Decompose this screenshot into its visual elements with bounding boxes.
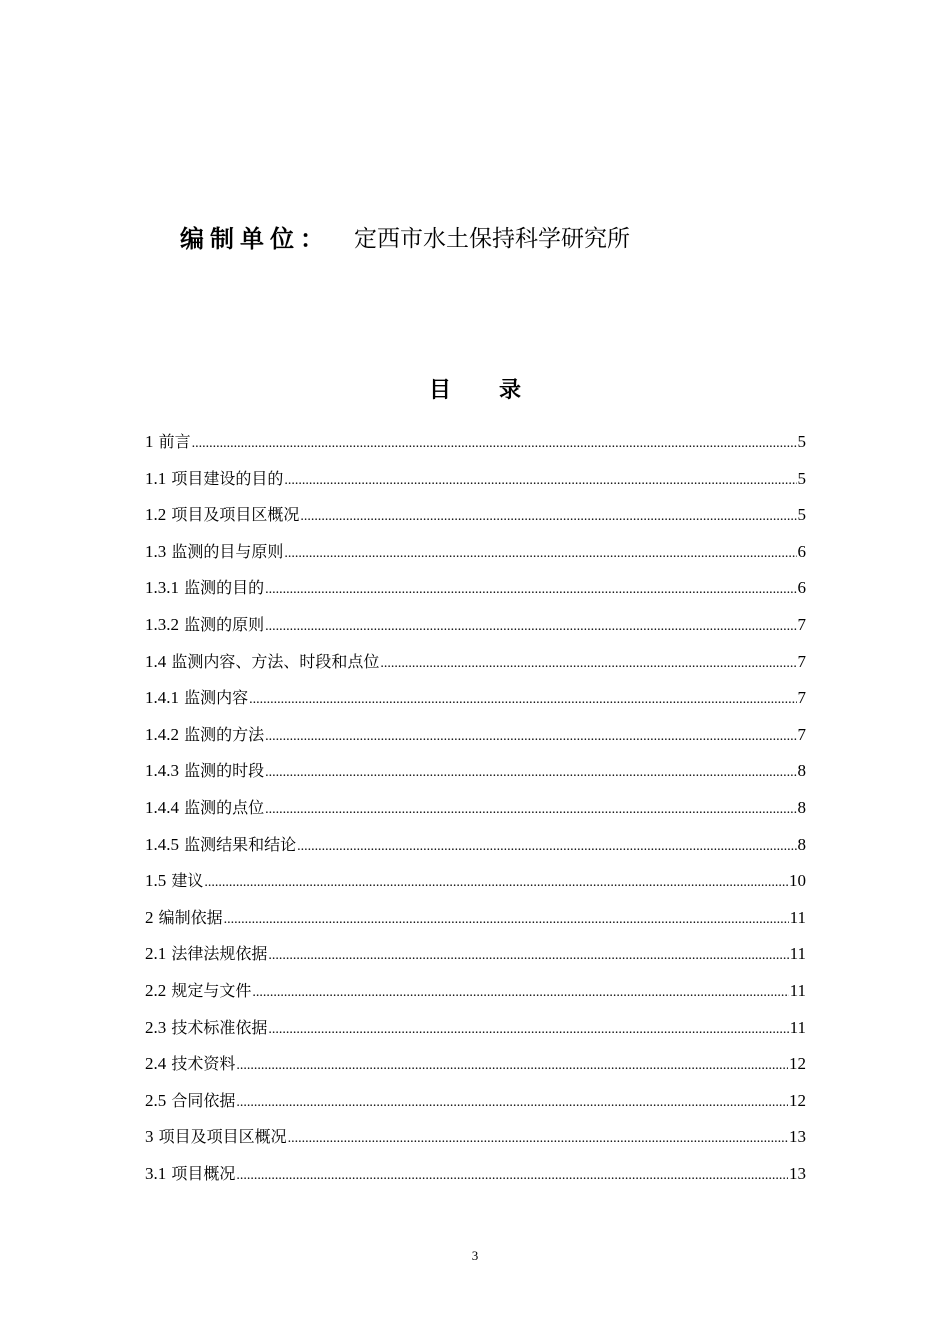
toc-entry-number: 1.4.5 [145, 834, 179, 854]
toc-entry-number: 3 [145, 1127, 154, 1147]
toc-entry-number: 1.5 [145, 871, 167, 891]
page-number: 3 [471, 1248, 479, 1263]
toc-entry[interactable] [145, 680, 806, 717]
toc-dot-leader [252, 975, 788, 1012]
toc-entry-label [145, 1156, 235, 1193]
toc-entry[interactable] [145, 644, 806, 681]
toc-entry-page: 11 [789, 1017, 806, 1037]
toc-entry-page: 11 [789, 944, 806, 964]
toc-entry-text: 监测的时段 [184, 761, 265, 781]
toc-entry-text: 监测内容、方法、时段和点位 [171, 651, 380, 671]
toc-entry[interactable] [145, 717, 806, 754]
toc-entry-label [145, 863, 203, 900]
toc-entry[interactable] [145, 1119, 806, 1156]
toc-title-left: 目 [428, 378, 451, 403]
toc-entry-number: 1.4.3 [145, 761, 179, 781]
toc-entry-page: 13 [789, 1127, 806, 1147]
toc-entry-number: 2 [145, 907, 154, 927]
toc-entry-number: 1.4 [145, 651, 167, 671]
toc-entry-page: 13 [789, 1163, 806, 1183]
toc-entry-page: 12 [789, 1054, 806, 1074]
toc-entry-text: 监测结果和结论 [184, 834, 297, 854]
toc-entry-label [145, 1046, 235, 1083]
toc-entry-text: 监测的目与原则 [171, 541, 284, 561]
toc-entry-page: 8 [797, 834, 806, 854]
toc-entry[interactable] [145, 827, 806, 864]
toc-list [145, 424, 806, 1192]
toc-entry-page: 11 [789, 907, 806, 927]
toc-dot-leader [284, 463, 796, 500]
toc-entry-text: 项目及项目区概况 [171, 505, 300, 525]
toc-entry-text: 技术资料 [171, 1054, 236, 1074]
toc-entry[interactable] [145, 790, 806, 827]
toc-entry-label [145, 607, 264, 644]
toc-entry-label [145, 717, 264, 754]
toc-entry[interactable] [145, 973, 806, 1010]
toc-entry[interactable] [145, 534, 806, 571]
toc-entry[interactable] [145, 900, 806, 937]
toc-entry-label [145, 497, 299, 534]
toc-dot-leader [300, 499, 796, 536]
toc-entry-text: 监测内容 [184, 688, 249, 708]
toc-entry-label [145, 1119, 287, 1156]
toc-dot-leader [265, 609, 796, 646]
toc-dot-leader [236, 1048, 788, 1085]
toc-dot-leader [204, 865, 788, 902]
toc-dot-leader [265, 755, 796, 792]
toc-entry-text: 监测的目的 [184, 578, 265, 598]
toc-entry-label [145, 424, 191, 461]
toc-entry-text: 法律法规依据 [171, 944, 268, 964]
toc-entry[interactable] [145, 936, 806, 973]
toc-entry-label [145, 461, 283, 498]
toc-entry[interactable] [145, 570, 806, 607]
toc-dot-leader [265, 719, 796, 756]
toc-entry-label [145, 570, 264, 607]
toc-entry-number: 1.4.1 [145, 688, 179, 708]
toc-entry[interactable] [145, 1010, 806, 1047]
toc-entry-page: 5 [797, 432, 806, 451]
toc-entry-label [145, 973, 251, 1010]
toc-entry-label [145, 753, 264, 790]
toc-entry-number: 1.3.2 [145, 614, 179, 634]
toc-entry-page: 8 [797, 761, 806, 781]
compiling-unit-value: 定西市水土保持科学研究所 [354, 225, 630, 252]
toc-entry-page: 7 [797, 651, 806, 671]
toc-entry-page: 7 [797, 688, 806, 708]
toc-entry[interactable] [145, 424, 806, 461]
toc-entry-page: 5 [797, 505, 806, 525]
toc-entry-number: 1.2 [145, 505, 167, 525]
toc-entry-text: 项目建设的目的 [171, 468, 284, 488]
toc-entry-page: 6 [797, 541, 806, 561]
toc-entry-page: 12 [789, 1090, 806, 1110]
toc-entry-text: 建议 [171, 871, 204, 891]
compiling-unit-line [180, 216, 630, 256]
toc-entry-label [145, 1083, 235, 1120]
toc-entry-page: 10 [789, 871, 806, 891]
toc-entry[interactable] [145, 753, 806, 790]
toc-entry-page: 5 [797, 468, 806, 488]
compiling-unit-label: 编制单位： [180, 224, 330, 253]
toc-entry-label [145, 936, 267, 973]
toc-entry-label [145, 900, 223, 937]
toc-entry-label [145, 534, 283, 571]
toc-entry-number: 1.4.4 [145, 797, 179, 817]
toc-dot-leader [265, 792, 796, 829]
toc-entry-text: 项目及项目区概况 [158, 1127, 287, 1147]
toc-entry-text: 监测的点位 [184, 797, 265, 817]
toc-entry-page: 11 [789, 980, 806, 1000]
toc-entry-number: 1.1 [145, 468, 167, 488]
toc-entry-text: 技术标准依据 [171, 1017, 268, 1037]
toc-entry-number: 2.3 [145, 1017, 167, 1037]
toc-entry-number: 1.3.1 [145, 578, 179, 598]
toc-entry-text: 规定与文件 [171, 980, 252, 1000]
toc-entry-number: 2.1 [145, 944, 167, 964]
toc-dot-leader [268, 1012, 788, 1049]
toc-dot-leader [236, 1158, 788, 1195]
toc-entry-page: 7 [797, 614, 806, 634]
toc-entry-label [145, 1010, 267, 1047]
toc-entry-text: 监测的原则 [184, 614, 265, 634]
toc-dot-leader [249, 682, 796, 719]
toc-entry-page: 6 [797, 578, 806, 598]
toc-entry-number: 2.5 [145, 1090, 167, 1110]
toc-dot-leader [268, 938, 788, 975]
toc-entry[interactable] [145, 497, 806, 534]
toc-entry-page: 7 [797, 724, 806, 744]
toc-entry-label [145, 644, 379, 681]
toc-entry-number: 1 [145, 432, 154, 451]
toc-title [0, 374, 950, 408]
toc-dot-leader [236, 1085, 788, 1122]
toc-entry[interactable] [145, 1083, 806, 1120]
toc-entry[interactable] [145, 607, 806, 644]
toc-entry-number: 1.4.2 [145, 724, 179, 744]
toc-entry-text: 编制依据 [158, 907, 223, 927]
toc-dot-leader [265, 572, 796, 609]
toc-entry-label [145, 680, 248, 717]
toc-entry[interactable] [145, 461, 806, 498]
toc-entry-text: 前言 [158, 432, 191, 451]
toc-dot-leader [297, 829, 796, 866]
toc-entry[interactable] [145, 1156, 806, 1193]
toc-entry[interactable] [145, 863, 806, 900]
toc-entry-number: 2.4 [145, 1054, 167, 1074]
toc-dot-leader [224, 902, 789, 939]
toc-entry-number: 3.1 [145, 1163, 167, 1183]
toc-entry-label [145, 827, 296, 864]
toc-entry-text: 项目概况 [171, 1163, 236, 1183]
toc-entry-text: 监测的方法 [184, 724, 265, 744]
toc-entry[interactable] [145, 1046, 806, 1083]
toc-dot-leader [380, 646, 796, 683]
toc-dot-leader [288, 1121, 788, 1158]
toc-title-right: 录 [499, 378, 522, 403]
toc-entry-label [145, 790, 264, 827]
toc-entry-text: 合同依据 [171, 1090, 236, 1110]
toc-dot-leader [284, 536, 796, 573]
toc-entry-page: 8 [797, 797, 806, 817]
toc-entry-number: 2.2 [145, 980, 167, 1000]
toc-dot-leader [192, 426, 797, 463]
toc-entry-number: 1.3 [145, 541, 167, 561]
